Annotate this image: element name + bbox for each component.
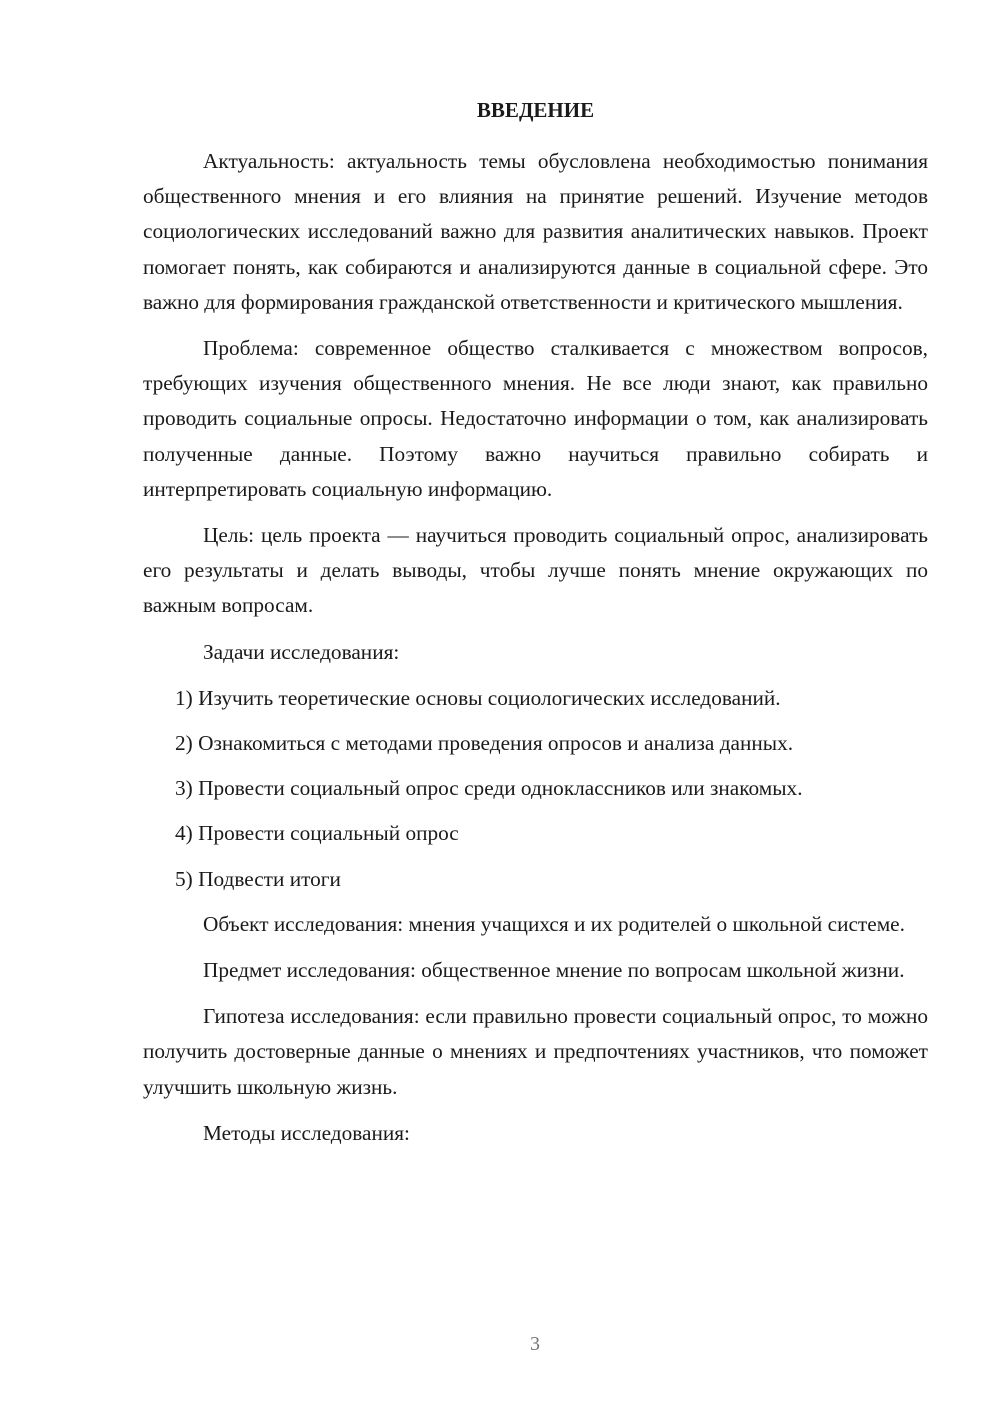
document-page	[143, 95, 928, 1162]
task-item: 1) Изучить теоретические основы социологических исследований.	[175, 685, 781, 710]
methods-heading: Методы исследования:	[203, 1120, 410, 1145]
problem-paragraph: Проблема: современное общество сталкивается с множеством вопросов, требующих изучения общественного мнения. Не все люди знают, как правильно проводить социальные опросы. Недостаточно информации о том, как анализировать полученные данные. Поэтому важно научиться правильно собирать и интерпретировать социальную информацию.	[143, 336, 928, 501]
relevance-paragraph: Актуальность: актуальность темы обусловлена необходимостью понимания общественного мнения и его влияния на принятие решений. Изучение методов социологических исследований важно для развития аналитических навыков. Проект помогает понять, как собираются и анализируются данные в социальной сфере. Это важно для формирования гражданской ответственности и критического мышления.	[143, 149, 928, 314]
section-title: ВВЕДЕНИЕ	[476, 98, 595, 122]
tasks-list	[143, 681, 928, 897]
page-number: 3	[530, 1333, 540, 1355]
goal-paragraph: Цель: цель проекта — научиться проводить социальный опрос, анализировать его результаты и делать выводы, чтобы лучше понять мнение окружающих по важным вопросам.	[143, 523, 928, 618]
task-item: 2) Ознакомиться с методами проведения опросов и анализа данных.	[175, 731, 794, 756]
tasks-heading: Задачи исследования:	[203, 639, 400, 664]
hypothesis-paragraph: Гипотеза исследования: если правильно провести социальный опрос, то можно получить достоверные данные о мнениях и предпочтениях участников, что поможет улучшить школьную жизнь.	[143, 1004, 928, 1099]
object-paragraph: Объект исследования: мнения учащихся и их родителей о школьной системе.	[203, 911, 905, 936]
task-item: 4) Провести социальный опрос	[175, 821, 459, 846]
task-item: 3) Провести социальный опрос среди одноклассников или знакомых.	[175, 776, 803, 801]
subject-paragraph: Предмет исследования: общественное мнение по вопросам школьной жизни.	[203, 958, 905, 983]
task-item: 5) Подвести итоги	[175, 866, 341, 891]
